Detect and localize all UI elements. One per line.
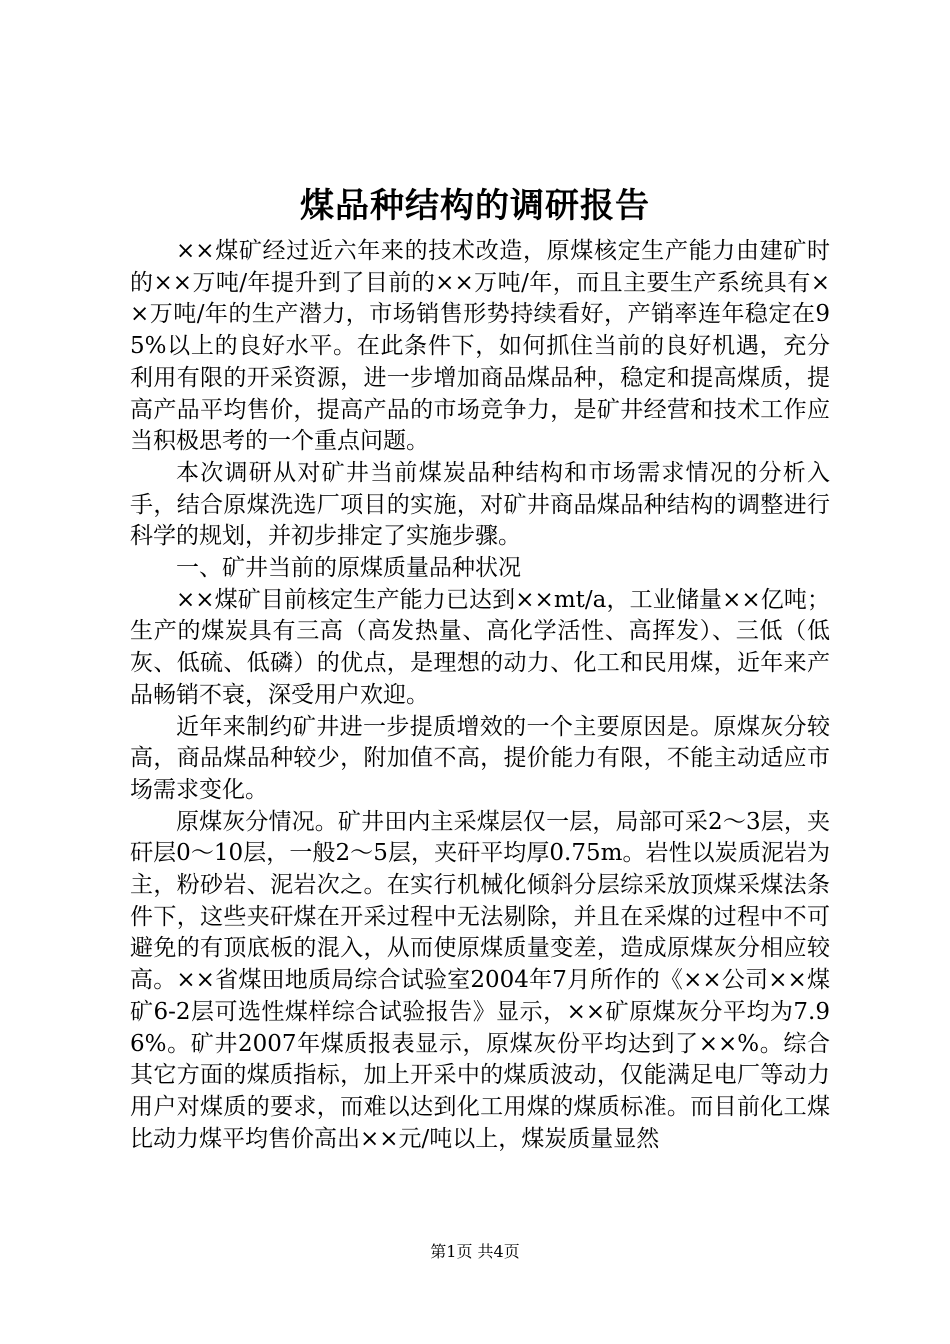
page-footer: 第1页 共4页 (430, 1242, 520, 1261)
document-body (130, 236, 830, 1155)
paragraph-scope: 本次调研从对矿井当前煤炭品种结构和市场需求情况的分析入手，结合原煤洗选厂项目的实施，对矿井商品煤品种结构的调整进行科学的规划，并初步排定了实施步骤。 (130, 459, 830, 550)
paragraph-ash-content: 原煤灰分情况。矿井田内主采煤层仅一层，局部可采2～3层，夹矸层0～10层，一般2～5层，夹矸平均厚0.75m。岩性以炭质泥岩为主，粉砂岩、泥岩次之。在实行机械化倾斜分层综采放顶煤采煤法条件下，这些夹矸煤在开采过程中无法剔除，并且在采煤的过程中不可避免的有顶底板的混入，从而使原煤质量变差，造成原煤灰分相应较高。××省煤田地质局综合试验室2004年7月所作的《××公司××煤矿6-2层可选性煤样综合试验报告》显示，××矿原煤灰分平均为7.96%。矿井2007年煤质报表显示，原煤灰份平均达到了××%。综合其它方面的煤质指标，加上开采中的煤质波动，仅能满足电厂等动力用户对煤质的要求，而难以达到化工用煤的煤质标准。而目前化工煤比动力煤平均售价高出××元/吨以上，煤炭质量显然 (130, 808, 830, 1152)
paragraph-capacity: ××煤矿目前核定生产能力已达到××mt/a，工业储量××亿吨；生产的煤炭具有三高（高发热量、高化学活性、高挥发）、三低（低灰、低硫、低磷）的优点，是理想的动力、化工和民用煤，近年来产品畅销不衰，深受用户欢迎。 (130, 586, 830, 708)
paragraph-intro: ××煤矿经过近六年来的技术改造，原煤核定生产能力由建矿时的××万吨/年提升到了目前的××万吨/年，而且主要生产系统具有××万吨/年的生产潜力，市场销售形势持续看好，产销率连年稳定在95%以上的良好水平。在此条件下，如何抓住当前的良好机遇，充分利用有限的开采资源，进一步增加商品煤品种，稳定和提高煤质，提高产品平均售价，提高产品的市场竞争力，是矿井经营和技术工作应当积极思考的一个重点问题。 (130, 238, 830, 455)
paragraph-constraint: 近年来制约矿井进一步提质增效的一个主要原因是。原煤灰分较高，商品煤品种较少，附加值不高，提价能力有限，不能主动适应市场需求变化。 (130, 713, 830, 803)
document-title: 煤品种结构的调研报告 (300, 186, 650, 226)
section-heading-1: 一、矿井当前的原煤质量品种状况 (176, 555, 521, 582)
